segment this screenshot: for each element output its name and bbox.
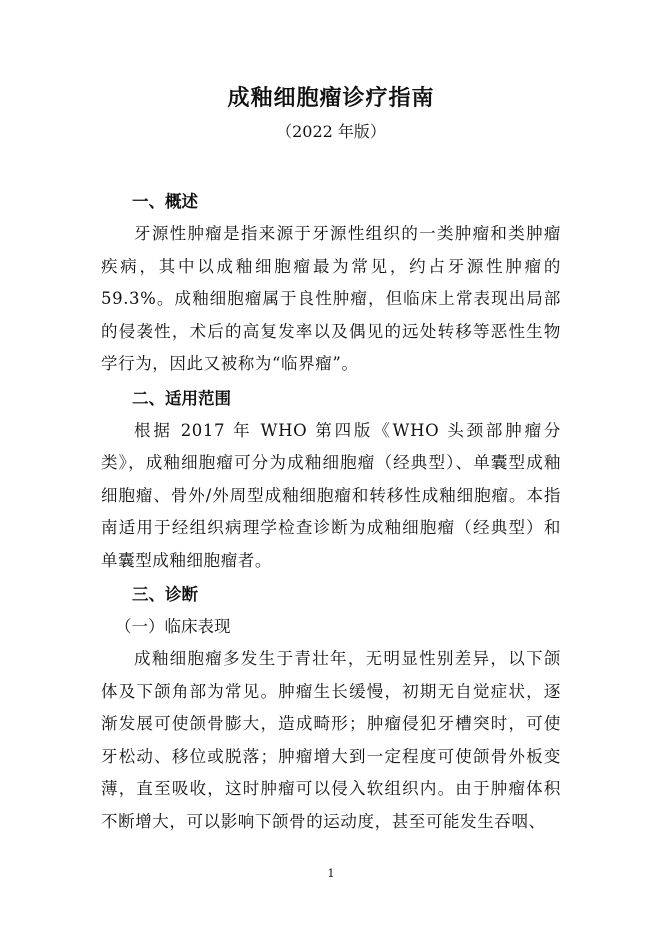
section-heading: 二、适用范围: [132, 388, 231, 408]
document-title: 成釉细胞瘤诊疗指南: [227, 86, 435, 111]
section-heading: 三、诊断: [132, 585, 198, 604]
paragraph: 牙源性肿瘤是指来源于牙源性组织的一类肿瘤和类肿瘤疾病，其中以成釉细胞瘤最为常见，约占牙源性肿瘤的 59.3%。成釉细胞瘤属于良性肿瘤，但临床上常表现出局部的侵袭性，术后的高复发率以及偶见的远处转移等恶性生物学行为，因此又被称为“临界瘤”。: [101, 224, 561, 373]
section-overview: [101, 186, 561, 381]
document-edition: （2022 年版）: [276, 122, 386, 141]
paragraph: 根据 2017 年 WHO 第四版《WHO 头颈部肿瘤分类》，成釉细胞瘤可分为成釉细胞瘤（经典型）、单囊型成釉细胞瘤、骨外/外周型成釉细胞瘤和转移性成釉细胞瘤。本指南适用于经组织病理学检查诊断为成釉细胞瘤（经典型）和单囊型成釉细胞瘤者。: [101, 420, 561, 570]
paragraph: 成釉细胞瘤多发生于青壮年，无明显性别差异，以下颌体及下颌角部为常见。肿瘤生长缓慢，初期无自觉症状，逐渐发展可使颌骨膨大，造成畸形；肿瘤侵犯牙槽突时，可使牙松动、移位或脱落；肿瘤增大到一定程度可使颌骨外板变薄，直至吸收，这时肿瘤可以侵入软组织内。由于肿瘤体积不断增大，可以影响下颌骨的运动度，甚至可能发生吞咽、: [101, 649, 561, 831]
section-diagnosis: [101, 579, 561, 838]
section-scope: [101, 383, 561, 578]
subsection-heading: （一）临床表现: [115, 617, 231, 636]
page-number: 1: [327, 867, 335, 880]
document-body: [101, 186, 561, 838]
section-heading: 一、概述: [132, 192, 198, 211]
